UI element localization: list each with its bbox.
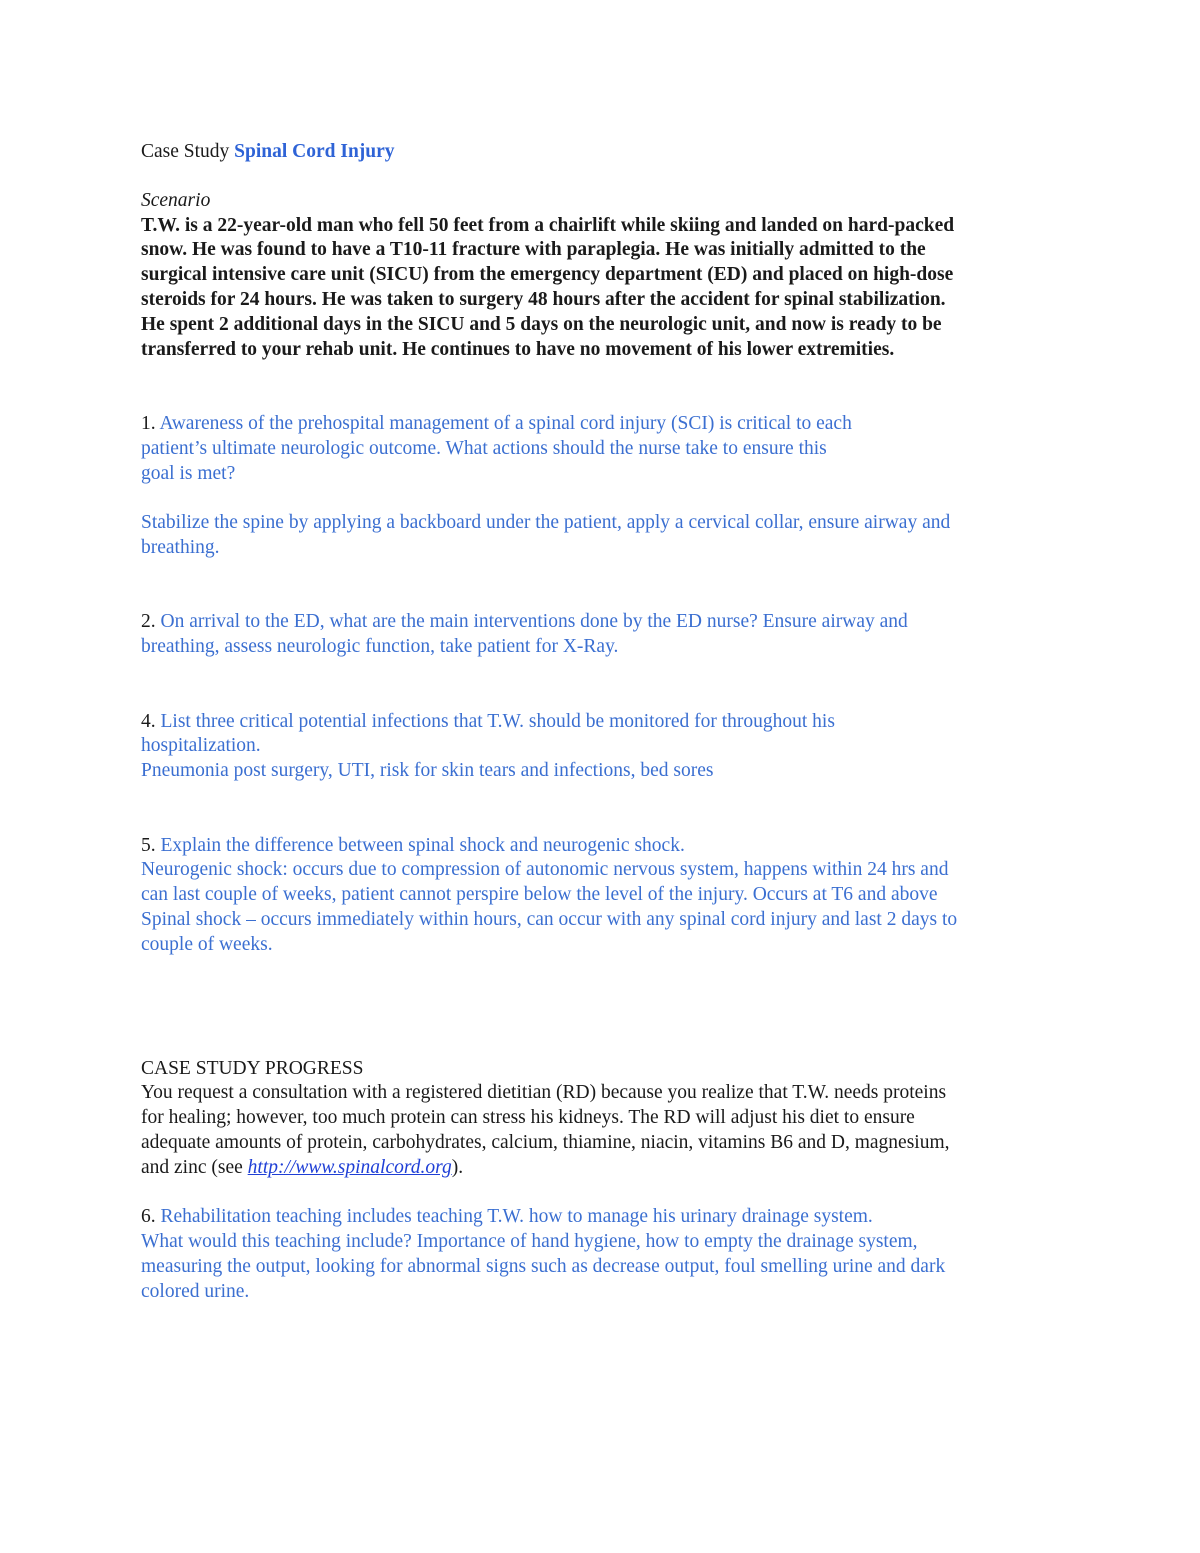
spacer <box>141 362 1061 412</box>
title-prefix: Case Study <box>141 141 235 162</box>
q6-answer-line-2: measuring the output, looking for abnormal signs such as decrease output, foul smelling urine and dark <box>141 1256 946 1278</box>
q1-answer-line-1: Stabilize the spine by applying a backboard under the patient, apply a cervical collar, ensure airway and <box>141 512 951 534</box>
q2-number: 2. <box>141 611 161 633</box>
q2-line-2: breathing, assess neurologic function, take patient for X-Ray. <box>141 636 619 658</box>
scenario-line-5: He spent 2 additional days in the SICU and 5 days on the neurologic unit, and now is ready to be <box>141 313 942 335</box>
progress-last-suffix: ). <box>451 1156 464 1178</box>
q5-answer-line-4: couple of weeks. <box>141 933 273 955</box>
spacer <box>141 958 1061 1032</box>
progress-line-1: You request a consultation with a registered dietitian (RD) because you realize that T.W. needs proteins <box>141 1082 947 1104</box>
q1-question-text-1: Awareness of the prehospital management of a spinal cord injury (SCI) is critical to each <box>159 412 852 434</box>
progress-line-2: for healing; however, too much protein can stress his kidneys. The RD will adjust his diet to ensure <box>141 1107 915 1129</box>
q2-text-1: On arrival to the ED, what are the main interventions done by the ED nurse? Ensure airway and <box>160 611 908 633</box>
q6-question-text: Rehabilitation teaching includes teaching T.W. how to manage his urinary drainage system. <box>160 1206 873 1228</box>
spacer <box>141 784 1061 834</box>
q2-line-1 <box>141 610 1061 635</box>
progress-last-prefix: and zinc (see <box>141 1156 248 1178</box>
q4-question-text-1: List three critical potential infections that T.W. should be monitored for throughout his <box>160 710 835 732</box>
scenario-line-2: snow. He was found to have a T10-11 fracture with paraplegia. He was initially admitted to the <box>141 239 926 261</box>
q5-number: 5. <box>141 834 161 856</box>
q4-number: 4. <box>141 710 161 732</box>
q5-answer-line-2: can last couple of weeks, patient cannot perspire below the level of the injury. Occurs at T6 and above <box>141 884 938 906</box>
scenario-line-3: surgical intensive care unit (SICU) from the emergency department (ED) and placed on high-dose <box>141 264 954 286</box>
spacer <box>141 561 1061 611</box>
progress-line-4 <box>141 1156 1061 1181</box>
scenario-heading: Scenario <box>141 189 211 211</box>
q5-question-text: Explain the difference between spinal shock and neurogenic shock. <box>160 834 685 856</box>
title-highlight: Spinal Cord Injury <box>234 141 395 162</box>
scenario-line-4: steroids for 24 hours. He was taken to surgery 48 hours after the accident for spinal stabilization. <box>141 288 946 310</box>
q1-answer-line-2: breathing. <box>141 536 220 558</box>
spacer <box>141 1181 1061 1206</box>
q4-answer-line-1: Pneumonia post surgery, UTI, risk for skin tears and infections, bed sores <box>141 760 714 782</box>
spinalcord-link[interactable]: http://www.spinalcord.org <box>247 1156 452 1178</box>
spacer <box>141 486 1061 511</box>
q6-question <box>141 1205 1061 1230</box>
q6-answer-line-1: What would this teaching include? Importance of hand hygiene, how to empty the drainage system, <box>141 1231 918 1253</box>
q6-answer-line-3: colored urine. <box>141 1280 250 1302</box>
q1-question-line-2: patient’s ultimate neurologic outcome. What actions should the nurse take to ensure this <box>141 437 827 459</box>
progress-heading: CASE STUDY PROGRESS <box>141 1057 364 1079</box>
document-page <box>141 140 1061 1305</box>
q5-answer-line-1: Neurogenic shock: occurs due to compression of autonomic nervous system, happens within 24 hrs and <box>141 859 949 881</box>
q6-number: 6. <box>141 1206 161 1228</box>
q1-question-line-1 <box>141 412 1061 437</box>
document-title <box>141 140 1061 165</box>
q5-answer-line-3: Spinal shock – occurs immediately within hours, can occur with any spinal cord injury and last 2 days to <box>141 908 958 930</box>
q4-question-line-1 <box>141 710 1061 735</box>
scenario-line-1: T.W. is a 22-year-old man who fell 50 feet from a chairlift while skiing and landed on hard-packed <box>141 214 955 236</box>
q1-question-line-3: goal is met? <box>141 462 236 484</box>
q5-question <box>141 834 1061 859</box>
progress-line-3: adequate amounts of protein, carbohydrates, calcium, thiamine, niacin, vitamins B6 and D, magnesium, <box>141 1132 950 1154</box>
q4-question-line-2: hospitalization. <box>141 735 261 757</box>
scenario-line-6: transferred to your rehab unit. He continues to have no movement of his lower extremities. <box>141 338 895 360</box>
spacer <box>141 1032 1061 1057</box>
q1-number: 1. <box>141 412 160 434</box>
spacer <box>141 660 1061 710</box>
